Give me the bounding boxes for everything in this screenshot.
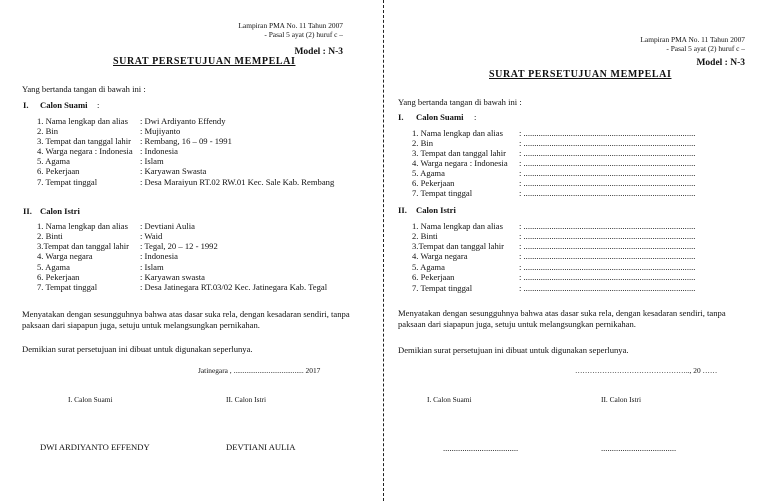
field-value: : ................................................................................ bbox=[519, 158, 696, 168]
field-value: : Indonesia bbox=[140, 146, 178, 156]
field-value: : Karyawan Swasta bbox=[140, 166, 207, 176]
field-label: 3.Tempat dan tanggal lahir bbox=[37, 241, 129, 251]
field-label: 3. Tempat dan tanggal lahir bbox=[412, 148, 506, 158]
field-value: : Tegal, 20 – 12 - 1992 bbox=[140, 241, 218, 251]
field-value: : ................................................................................ bbox=[519, 138, 696, 148]
field-value: : ................................................................................ bbox=[519, 241, 696, 251]
field-label: 7. Tempat tinggal bbox=[37, 282, 98, 292]
field-label: 4. Warga negara : Indonesia bbox=[412, 158, 508, 168]
right-sign-istri-name: ................................... bbox=[601, 443, 677, 453]
page-divider bbox=[383, 0, 384, 501]
right-suami-heading: Calon Suami bbox=[416, 112, 464, 122]
right-place-date: ……………………………………….., 20 …… bbox=[575, 366, 718, 375]
right-istri-heading: Calon Istri bbox=[416, 205, 456, 215]
left-sign-istri-label: II. Calon Istri bbox=[226, 395, 267, 404]
right-closing: Demikian surat persetujuan ini dibuat untuk digunakan seperlunya. bbox=[398, 345, 629, 355]
field-label: 5. Agama bbox=[412, 262, 445, 272]
left-istri-heading: Calon Istri bbox=[40, 206, 80, 216]
left-model-label: Model : N-3 bbox=[294, 47, 343, 57]
field-label: 5. Agama bbox=[37, 262, 70, 272]
field-value: : Desa Jatinegara RT.03/02 Kec. Jatinegara Kab. Tegal bbox=[140, 282, 328, 292]
right-suami-number: I. bbox=[398, 112, 404, 122]
left-suami-number: I. bbox=[23, 100, 29, 110]
field-label: 2. Binti bbox=[412, 231, 438, 241]
field-label: 4. Warga negara bbox=[412, 251, 468, 261]
right-sign-suami-name: ................................... bbox=[443, 443, 519, 453]
left-suami-heading: Calon Suami bbox=[40, 100, 88, 110]
field-value: : ................................................................................ bbox=[519, 251, 696, 261]
field-value: : Islam bbox=[140, 156, 164, 166]
field-value: : ................................................................................ bbox=[519, 178, 696, 188]
field-value: : Waid bbox=[140, 231, 163, 241]
right-suami-heading-colon: : bbox=[474, 112, 477, 122]
field-value: : ................................................................................ bbox=[519, 262, 696, 272]
field-value: : Rembang, 16 – 09 - 1991 bbox=[140, 136, 232, 146]
left-sign-suami-name: DWI ARDIYANTO EFFENDY bbox=[40, 442, 150, 452]
right-statement-line1: Menyatakan dengan sesungguhnya bahwa atas dasar suka rela, dengan kesadaran sendiri, tanpa bbox=[398, 308, 726, 318]
left-statement-line2: paksaan dari siapapun juga, setuju untuk melangsungkan pernikahan. bbox=[22, 320, 260, 330]
field-value: : Karyawan swasta bbox=[140, 272, 205, 282]
field-label: 7. Tempat tinggal bbox=[412, 283, 473, 293]
field-value: : ................................................................................ bbox=[519, 128, 696, 138]
field-label: 1. Nama lengkap dan alias bbox=[37, 221, 128, 231]
field-label: 7. Tempat tinggal bbox=[412, 188, 473, 198]
field-value: : Dwi Ardiyanto Effendy bbox=[140, 116, 226, 126]
field-value: : ................................................................................ bbox=[519, 221, 696, 231]
field-label: 1. Nama lengkap dan alias bbox=[37, 116, 128, 126]
field-label: 3. Tempat dan tanggal lahir bbox=[37, 136, 131, 146]
left-place-date: Jatinegara , ...................................... 2017 bbox=[198, 366, 321, 375]
field-value: : Devtiani Aulia bbox=[140, 221, 195, 231]
right-sign-istri-label: II. Calon Istri bbox=[601, 395, 642, 404]
right-model-label: Model : N-3 bbox=[696, 58, 745, 68]
right-istri-number: II. bbox=[398, 205, 407, 215]
right-header-line2: - Pasal 5 ayat (2) huruf c – bbox=[666, 44, 745, 53]
field-value: : ................................................................................ bbox=[519, 231, 696, 241]
left-document-title: SURAT PERSETUJUAN MEMPELAI bbox=[113, 56, 296, 67]
right-intro: Yang bertanda tangan di bawah ini : bbox=[398, 97, 522, 107]
field-value: : Desa Maraiyun RT.02 RW.01 Kec. Sale Kab. Rembang bbox=[140, 177, 335, 187]
field-label: 6. Pekerjaan bbox=[37, 166, 80, 176]
field-label: 5. Agama bbox=[37, 156, 70, 166]
field-label: 6. Pekerjaan bbox=[37, 272, 80, 282]
field-label: 6. Pekerjaan bbox=[412, 178, 455, 188]
field-value: : Mujiyanto bbox=[140, 126, 181, 136]
left-sign-istri-name: DEVTIANI AULIA bbox=[226, 442, 296, 452]
field-label: 4. Warga negara bbox=[37, 251, 93, 261]
field-label: 2. Bin bbox=[412, 138, 434, 148]
left-sign-suami-label: I. Calon Suami bbox=[68, 395, 113, 404]
field-value: : Islam bbox=[140, 262, 164, 272]
field-label: 2. Bin bbox=[37, 126, 59, 136]
left-statement-line1: Menyatakan dengan sesungguhnya bahwa atas dasar suka rela, dengan kesadaran sendiri, tanpa bbox=[22, 309, 350, 319]
left-header-line1: Lampiran PMA No. 11 Tahun 2007 bbox=[238, 21, 343, 30]
left-header-line2: - Pasal 5 ayat (2) huruf c – bbox=[264, 30, 343, 39]
left-intro: Yang bertanda tangan di bawah ini : bbox=[22, 84, 146, 94]
field-label: 1. Nama lengkap dan alias bbox=[412, 128, 503, 138]
right-header-line1: Lampiran PMA No. 11 Tahun 2007 bbox=[640, 35, 745, 44]
field-value: : ................................................................................ bbox=[519, 272, 696, 282]
field-label: 1. Nama lengkap dan alias bbox=[412, 221, 503, 231]
field-label: 5. Agama bbox=[412, 168, 445, 178]
right-document-title: SURAT PERSETUJUAN MEMPELAI bbox=[489, 69, 672, 80]
field-value: : ................................................................................ bbox=[519, 188, 696, 198]
right-statement-line2: paksaan dari siapapun juga, setuju untuk melangsungkan pernikahan. bbox=[398, 319, 636, 329]
field-value: : Indonesia bbox=[140, 251, 178, 261]
field-label: 4. Warga negara : Indonesia bbox=[37, 146, 133, 156]
field-value: : ................................................................................ bbox=[519, 168, 696, 178]
field-label: 3.Tempat dan tanggal lahir bbox=[412, 241, 504, 251]
field-label: 7. Tempat tinggal bbox=[37, 177, 98, 187]
left-suami-heading-colon: : bbox=[97, 100, 100, 110]
left-istri-number: II. bbox=[23, 206, 32, 216]
right-sign-suami-label: I. Calon Suami bbox=[427, 395, 472, 404]
field-value: : ................................................................................ bbox=[519, 283, 696, 293]
field-label: 2. Binti bbox=[37, 231, 63, 241]
field-value: : ................................................................................ bbox=[519, 148, 696, 158]
left-closing: Demikian surat persetujuan ini dibuat untuk digunakan seperlunya. bbox=[22, 344, 253, 354]
field-label: 6. Pekerjaan bbox=[412, 272, 455, 282]
